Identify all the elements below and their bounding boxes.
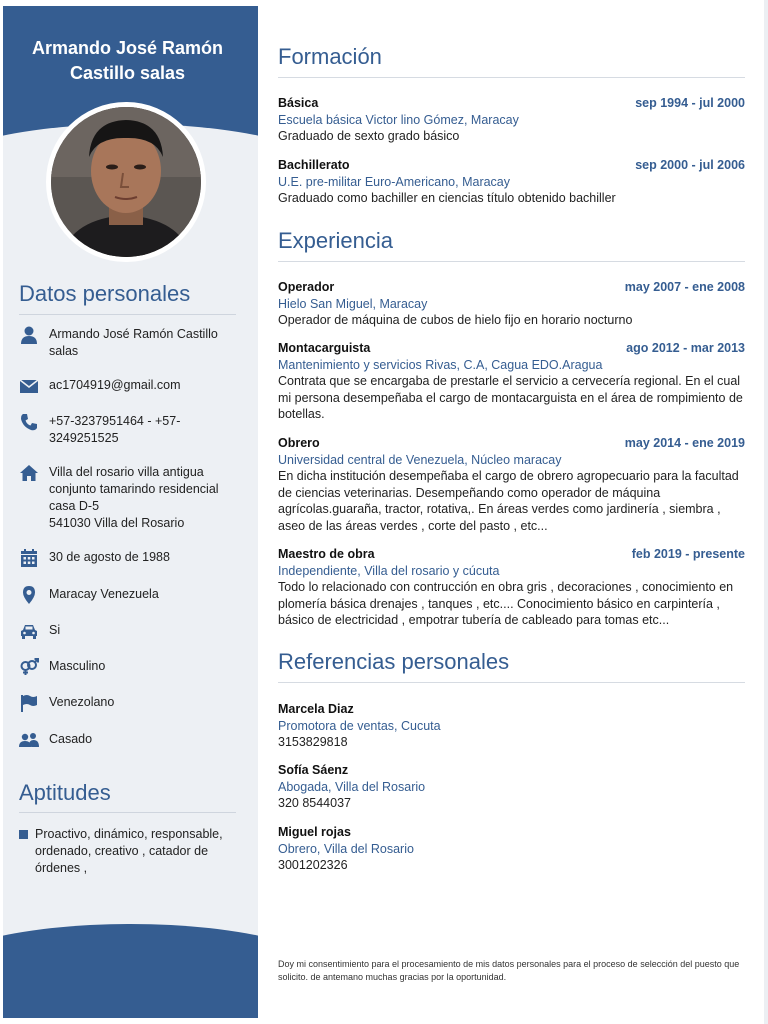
personal-item-email: ac1704919@gmail.com	[19, 376, 244, 396]
references-heading: Referencias personales	[278, 649, 510, 674]
entry-place: U.E. pre-militar Euro-Americano, Maracay	[278, 174, 511, 189]
education-entry	[278, 95, 745, 145]
person-icon	[19, 325, 39, 345]
personal-data-heading: Datos personales	[19, 281, 191, 306]
entry-place: Escuela básica Victor lino Gómez, Maracay	[278, 112, 519, 127]
sidebar-footer-band	[3, 978, 258, 1018]
calendar-icon	[19, 548, 39, 568]
reference-name: Miguel rojas	[278, 825, 351, 839]
entry-date: sep 1994 - jul 2000	[635, 96, 745, 110]
personal-item-name: Armando José Ramón Castillo salas	[19, 325, 244, 361]
experience-entry	[278, 546, 745, 629]
reference-phone: 3153829818	[278, 735, 348, 749]
entry-date: feb 2019 - presente	[631, 547, 745, 561]
reference-role: Promotora de ventas, Cucuta	[278, 718, 441, 733]
reference-name: Sofía Sáenz	[278, 763, 349, 777]
home-icon	[19, 463, 39, 483]
location-pin-icon	[19, 585, 39, 605]
entry-place: Independiente, Villa del rosario y cúcuta	[278, 563, 500, 578]
education-heading: Formación	[278, 44, 382, 69]
reference-role: Abogada, Villa del Rosario	[278, 779, 426, 794]
entry-title: Básica	[278, 96, 319, 110]
experience-entry	[278, 340, 745, 423]
entry-description: Todo lo relacionado con contrucción en obra gris , decoraciones , conocimiento en plomería básica drenajes , tanques , etc.... Conocimiento básico en carpintería , básico de electricidad , empotrar tubería de cableado para tomas etc...	[278, 580, 734, 627]
education-entry	[278, 157, 745, 207]
personal-item-phone: +57-3237951464 - +57-3249251525	[19, 412, 244, 448]
entry-description: Graduado de sexto grado básico	[278, 129, 460, 143]
reference-entry	[278, 824, 745, 874]
divider	[278, 682, 745, 683]
consent-note: Doy mi consentimiento para el procesamiento de mis datos personales para el proceso de selección del puesto que solicito. de antemano muchas gracias por la oportunidad.	[278, 959, 740, 982]
flag-icon	[19, 693, 39, 713]
candidate-name: Armando José Ramón Castillo salas	[31, 38, 224, 83]
car-icon	[19, 621, 39, 641]
person-photo-icon	[51, 107, 201, 257]
entry-place: Mantenimiento y servicios Rivas, C.A, Cagua EDO.Aragua	[278, 357, 603, 372]
reference-role: Obrero, Villa del Rosario	[278, 841, 414, 856]
entry-date: ago 2012 - mar 2013	[626, 341, 745, 355]
page-edge	[764, 0, 768, 1024]
divider	[278, 261, 745, 262]
personal-item-location: Maracay Venezuela	[19, 585, 244, 605]
personal-item-marital-status: Casado	[19, 730, 244, 750]
divider	[19, 314, 236, 315]
entry-place: Universidad central de Venezuela, Núcleo maracay	[278, 452, 562, 467]
bullet-square-icon	[19, 830, 28, 839]
entry-date: may 2014 - ene 2019	[624, 436, 745, 450]
entry-title: Montacarguista	[278, 341, 371, 355]
entry-description: Contrata que se encargaba de prestarle el servicio a cervecería regional. En el cual mi persona desempeñaba el cargo de montacarguista en el área de rompimiento de botellas.	[278, 374, 743, 421]
entry-date: may 2007 - ene 2008	[624, 280, 745, 294]
personal-item-nationality: Venezolano	[19, 693, 244, 713]
phone-icon	[19, 412, 39, 432]
reference-name: Marcela Diaz	[278, 702, 354, 716]
entry-place: Hielo San Miguel, Maracay	[278, 296, 428, 311]
skills-heading: Aptitudes	[19, 780, 111, 805]
couple-icon	[19, 730, 39, 750]
reference-entry	[278, 701, 745, 751]
experience-entry	[278, 435, 745, 534]
profile-photo	[46, 102, 206, 262]
reference-entry	[278, 762, 745, 812]
envelope-icon	[19, 376, 39, 396]
experience-heading: Experiencia	[278, 228, 393, 253]
entry-title: Maestro de obra	[278, 547, 375, 561]
personal-item-gender: Masculino	[19, 657, 244, 677]
gender-icon	[19, 657, 39, 677]
entry-description: En dicha institución desempeñaba el cargo de obrero agropecuario para la facultad de ciencias veterinarias. Desempeñando como operador de máquina agrícolas.guaraña, tractor, rotativa,. En áreas verdes como jardinería , siembra , aseo de las áreas verdes , corte del pasto , etc...	[278, 469, 739, 533]
entry-description: Graduado como bachiller en ciencias título obtenido bachiller	[278, 191, 616, 205]
personal-item-birthdate: 30 de agosto de 1988	[19, 548, 244, 568]
entry-date: sep 2000 - jul 2006	[635, 158, 745, 172]
reference-phone: 320 8544037	[278, 796, 351, 810]
divider	[278, 77, 745, 78]
reference-phone: 3001202326	[278, 858, 348, 872]
entry-description: Operador de máquina de cubos de hielo fijo en horario nocturno	[278, 313, 633, 327]
entry-title: Obrero	[278, 436, 320, 450]
entry-title: Operador	[278, 280, 335, 294]
entry-title: Bachillerato	[278, 158, 350, 172]
skills-text: Proactivo, dinámico, responsable, ordenado, creativo , catador de órdenes ,	[35, 827, 223, 875]
personal-item-address: Villa del rosario villa antigua conjunto tamarindo residencial casa D-5 541030 Villa del Rosario	[19, 463, 244, 533]
personal-item-vehicle: Si	[19, 621, 244, 641]
experience-entry	[278, 279, 745, 329]
divider	[19, 812, 236, 813]
